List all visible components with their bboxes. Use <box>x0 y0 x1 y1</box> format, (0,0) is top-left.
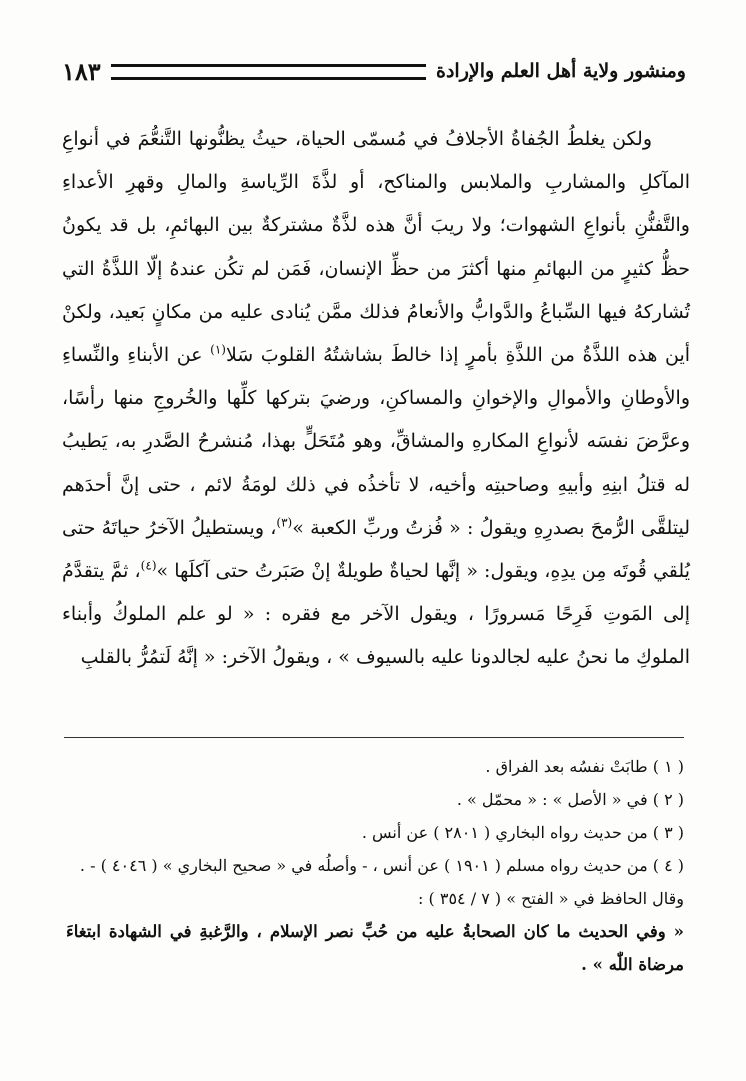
header-title: ومنشور ولاية أهل العلم والإرادة <box>436 60 686 82</box>
paragraph-text-2: عن الأبناءِ والنِّساءِ والأوطانِ والأموالِ والإخوانِ والمساكنِ، ورضيَ بتركها كلِّها والخُروجِ منها رأسًا، وعرَّضَ نفسَه لأنواعِ المكارهِ والمشاقِّ، وهو مُتَحَلٍّ بهذا، مُنشرحُ الصَّدرِ به، يَطيبُ له قتلُ ابنِهِ وأبيهِ وصاحبتِه وأخيه، لا تأخذُه في ذلك لومَةُ لائم ، حتى إنَّ أحدَهم ليتلقَّى الرُّمحَ بصدرِهِ ويقولُ : « فُزتُ وربِّ الكعبة » <box>62 344 690 539</box>
footnote-3: ( ٣ ) من حديث رواه البخاري ( ٢٨٠١ ) عن أنس . <box>361 823 684 842</box>
footnote-ref-3: (٣) <box>276 515 293 530</box>
paragraph-text-4: ، ثمَّ يتقدَّمُ إلى المَوتِ فَرِحًا مَسرورًا ، ويقول الآخر مع فقره : « لو علم الملوكُ وأبناء الملوكِ ما نحنُ عليه لجالدونا عليه بالسيوف » ، ويقولُ الآخر: « إنَّهُ لَتمُرُّ بالقلبِ <box>62 560 690 669</box>
header-rule <box>111 64 426 80</box>
running-header <box>62 54 686 88</box>
footnote-separator <box>64 737 684 738</box>
main-text <box>62 118 690 680</box>
footnote-4: ( ٤ ) من حديث رواه مسلم ( ١٩٠١ ) عن أنس ، - وأصلُه في « صحيح البخاري » ( ٤٠٤٦ ) - . <box>79 856 684 875</box>
main-paragraph <box>62 118 690 680</box>
footnote-2: ( ٢ ) في « الأصل » : « محمّل » . <box>456 790 684 809</box>
footnote-4-quote-intro: وقال الحافظ في « الفتح » ( ٧ / ٣٥٤ ) : <box>418 889 684 908</box>
footnote-ref-1: (١) <box>210 342 226 357</box>
paragraph-text-3: ، ويستطيلُ الآخرُ حياتَهُ حتى يُلقي قُوتَه مِن يدِهِ، ويقول: « إنَّها لحياةٌ طويلةٌ إنْ صَبَرتُ حتى آكلَها » <box>62 516 690 583</box>
footnote-4-quote: « وفي الحديث ما كان الصحابةُ عليه من حُبِّ نصر الإسلام ، والرَّغبةِ في الشهادة ابتغاءَ مرضاة اللّٰه » . <box>66 922 684 974</box>
page-number: ١٨٣ <box>62 56 101 86</box>
footnote-1: ( ١ ) طابَتْ نفسُه بعد الفراق . <box>485 757 684 776</box>
footnote-ref-4: (٤) <box>140 558 157 573</box>
footnotes <box>66 750 684 981</box>
paragraph-text-1: ولكن يغلطُ الجُفاةُ الأجلافُ في مُسمّى الحياة، حيثُ يظنُّونها التَّنعُّمَ في أنواعِ المآكلِ والمشاربِ والملابس والمناكح، أو لذَّةَ الرِّياسةِ والمالِ وقهرِ الأعداءِ والتَّفنُّنِ بأنواعِ الشهوات؛ ولا ريبَ أنَّ هذه لذَّةٌ مشتركةٌ بين البهائمِ، بل قد يكونُ حظُّ كثيرٍ من البهائمِ منها أكثرَ من حظِّ الإنسان، فَمَن لم تكُن عندهُ إلّا اللذَّةُ التي تُشاركهُ فيها السِّباعُ والدَّوابُّ والأنعامُ فذلك ممَّن يُنادى عليه من مكانٍ بَعيد، ولكنْ أين هذه اللذَّةُ من اللذَّةِ بأمرٍ إذا خالطَ بشاشتُهُ القلوبَ سَلا <box>62 128 691 367</box>
